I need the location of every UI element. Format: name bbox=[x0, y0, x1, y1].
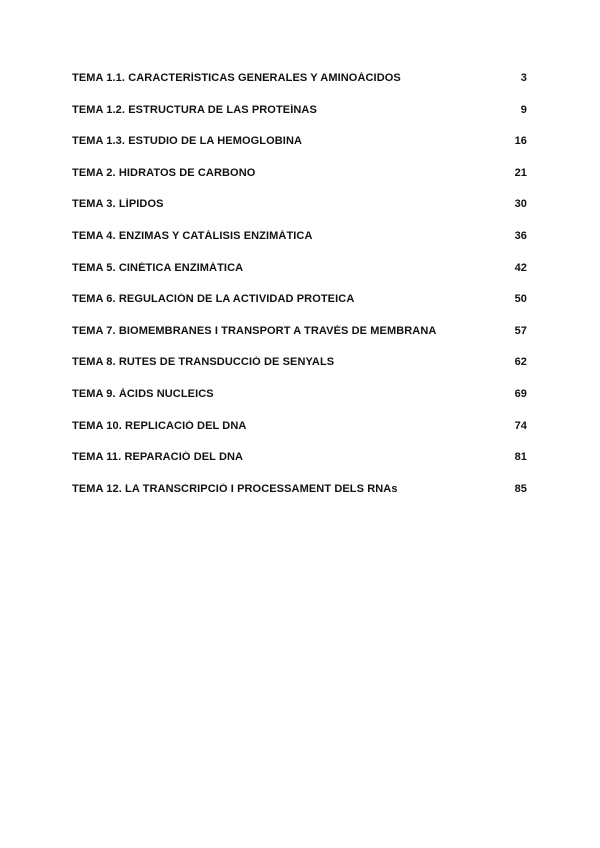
toc-entry bbox=[72, 135, 527, 167]
toc-entry bbox=[72, 167, 527, 199]
toc-entry bbox=[72, 420, 527, 452]
toc-entry bbox=[72, 262, 527, 294]
toc-entry-title: TEMA 10. REPLICACIÓ DEL DNA bbox=[72, 419, 247, 432]
toc-entry-title: TEMA 2. HIDRATOS DE CARBONO bbox=[72, 166, 256, 179]
toc-entry-page-number: 30 bbox=[514, 198, 527, 211]
toc-entry-page-number: 3 bbox=[520, 72, 527, 84]
toc-entry-title: TEMA 1.3. ESTUDIO DE LA HEMOGLOBINA bbox=[72, 135, 303, 148]
toc-entry-title: TEMA 1.1. CARACTERÍSTICAS GENERALES Y AMINOÁCIDOS bbox=[72, 72, 401, 84]
toc-entry-page-number: 57 bbox=[514, 324, 527, 337]
toc-entry-title: TEMA 8. RUTES DE TRANSDUCCIÓ DE SENYALS bbox=[72, 356, 335, 369]
toc-entry-page-number: 62 bbox=[514, 356, 527, 369]
toc-entry bbox=[72, 356, 527, 388]
toc-entry-page-number: 74 bbox=[514, 419, 527, 432]
toc-entry bbox=[72, 72, 527, 104]
toc-entry bbox=[72, 451, 527, 483]
toc-entry-page-number: 21 bbox=[514, 166, 527, 179]
toc-entry-title: TEMA 3. LÍPIDOS bbox=[72, 198, 164, 211]
toc-entry-title: TEMA 7. BIOMEMBRANES I TRANSPORT A TRAVÉS DE MEMBRANA bbox=[72, 324, 437, 337]
toc-entry bbox=[72, 483, 527, 515]
toc-entry-page-number: 42 bbox=[514, 261, 527, 274]
table-of-contents bbox=[72, 72, 527, 514]
toc-entry-title: TEMA 12. LA TRANSCRIPCIÓ I PROCESSAMENT DELS RNAs bbox=[72, 482, 398, 495]
toc-entry-page-number: 36 bbox=[514, 229, 527, 242]
toc-entry-title: TEMA 1.2. ESTRUCTURA DE LAS PROTEÍNAS bbox=[72, 103, 317, 116]
toc-entry bbox=[72, 104, 527, 136]
toc-entry-page-number: 69 bbox=[514, 387, 527, 400]
toc-entry-page-number: 85 bbox=[514, 482, 527, 495]
toc-entry-title: TEMA 6. REGULACIÓN DE LA ACTIVIDAD PROTEICA bbox=[72, 293, 355, 306]
toc-entry-title: TEMA 5. CINÉTICA ENZIMÁTICA bbox=[72, 261, 244, 274]
toc-entry-page-number: 9 bbox=[520, 103, 527, 116]
toc-entry bbox=[72, 293, 527, 325]
toc-entry bbox=[72, 198, 527, 230]
toc-entry-page-number: 81 bbox=[514, 451, 527, 464]
toc-entry-title: TEMA 4. ENZIMAS Y CATÁLISIS ENZIMÁTICA bbox=[72, 229, 313, 242]
toc-entry-page-number: 16 bbox=[514, 135, 527, 148]
toc-entry bbox=[72, 230, 527, 262]
toc-entry-title: TEMA 9. ÀCIDS NUCLEICS bbox=[72, 387, 214, 400]
toc-entry-title: TEMA 11. REPARACIÓ DEL DNA bbox=[72, 451, 244, 464]
toc-entry bbox=[72, 388, 527, 420]
toc-entry bbox=[72, 325, 527, 357]
toc-entry-page-number: 50 bbox=[514, 293, 527, 306]
